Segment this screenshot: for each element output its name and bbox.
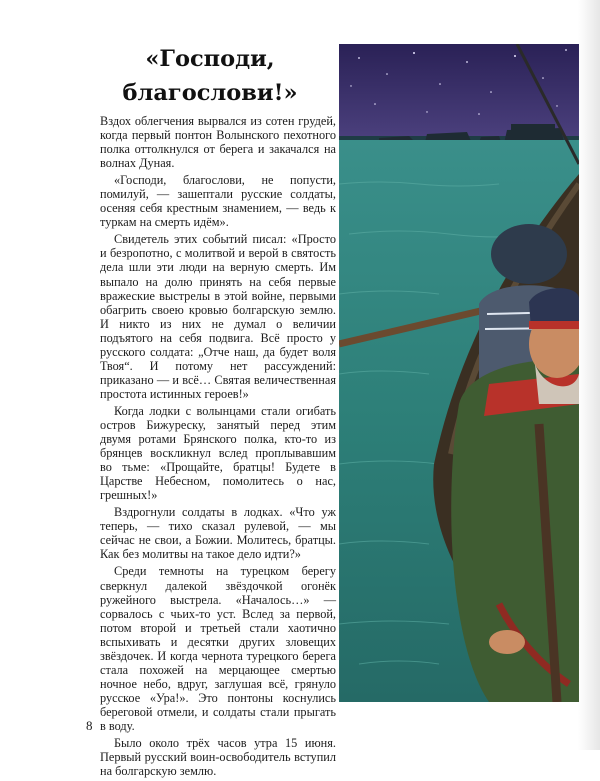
paragraph-5: Вздрогнули солдаты в лодках. «Что уж теперь, — тихо сказал рулевой, — мы сейчас не свои, а Божии. Молитесь, братцы. Как без молитвы на такое дело идти?» xyxy=(100,505,336,562)
page-title: «Господи, благослови!» xyxy=(122,46,298,106)
page-number: 8 xyxy=(86,718,93,733)
paragraph-2: «Господи, благослови, не попусти, помилуй, — зашептали русские солдаты, осеняя себя крестным знамением, — ведь к туркам на смерть идём». xyxy=(100,173,336,230)
paragraph-4: Когда лодки с волынцами стали огибать остров Бижуреску, занятый перед этим двумя ротами Брянского полка, кто-то из брянцев воскликнул вслед проплывавшим во тьме: «Прощайте, братцы! Будете в Царстве Небесном, помолитесь о нас, грешных!» xyxy=(100,403,336,503)
article-text xyxy=(100,114,336,781)
painting-svg xyxy=(339,44,579,702)
night-sky xyxy=(339,44,579,136)
page-edge-shadow xyxy=(578,0,600,750)
paragraph-1: Вздох облегчения вырвался из сотен грудей, когда первый понтон Волынского пехотного полка оттолкнулся от берега и закачался на волнах Дуная. xyxy=(100,114,336,171)
paragraph-7: Было около трёх часов утра 15 июня. Первый русский воин-освободитель вступил на болгарскую землю. xyxy=(100,736,336,779)
paragraph-6: Среди темноты на турецком берегу сверкнул далекой звёздочкой огонёк ружейного выстрела. «Началось…» — сорвалось с чьих-то уст. Вслед за первой, потом второй и третьей стали хаотично вспыхивать и десятки других зловещих звёздочек. И когда чернота турецкого берега стала похожей на мерцающее смертью ночное небо, вдруг, заглушая всё, грянуло русское «Ура!». Это понтоны коснулись береговой отмели, и солдаты стали прыгать в воду. xyxy=(100,564,336,733)
river-crossing-illustration xyxy=(339,44,579,702)
paragraph-3: Свидетель этих событий писал: «Просто и безропотно, с молитвой и верой в святость дела шли эти люди на верную смерть. Им выпало на долю принять на себя первые вражеские выстрелы в этой войне, первыми обагрить своею кровью болгарскую землю. И никто из них не думал о величии подъятого на себя подвига. Всё просто у русского солдата: „Отче наш, да будет воля Твоя“. И потому нет рассуждений: приказано — и всё… Святая величественная простота истинных героев!» xyxy=(100,232,336,401)
